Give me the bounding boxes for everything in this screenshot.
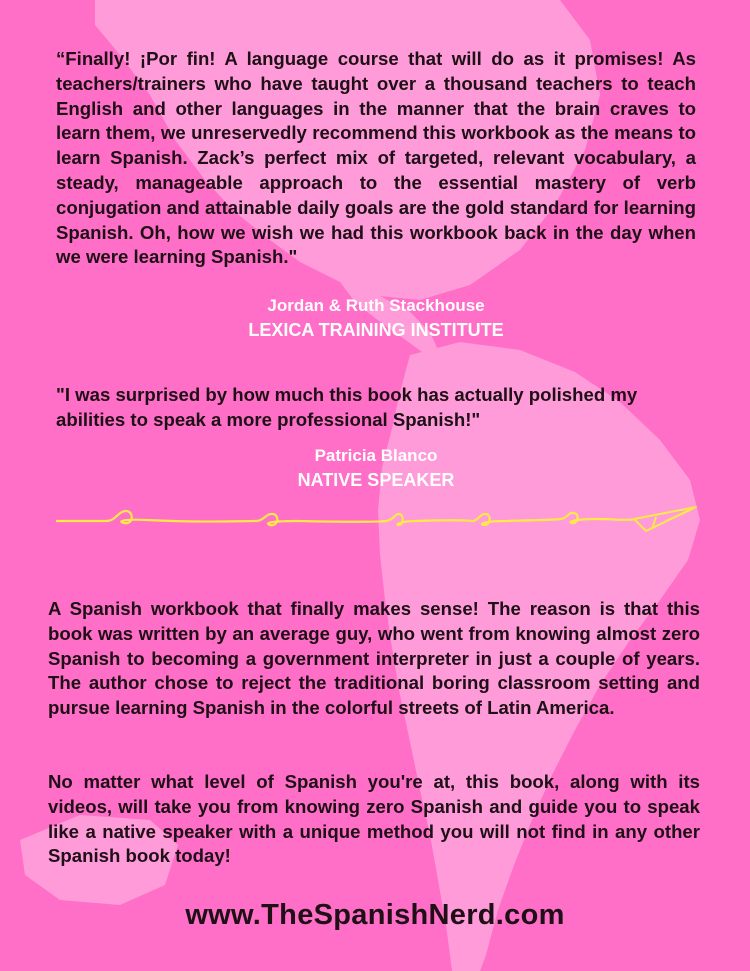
paper-plane-icon <box>634 507 696 531</box>
website-url[interactable]: www.TheSpanishNerd.com <box>185 899 565 931</box>
testimonial-quote-1: “Finally! ¡Por fin! A language course that will do as it promises! As teachers/trainers who have taught over a thousand teachers to teach English and other languages in the manner that the brain craves to learn them, we unreservedly recommend this workbook as the means to learn Spanish. Zack’s perfect mix of targeted, relevant vocabulary, a steady, manageable approach to the essential mastery of verb conjugation and attainable daily goals are the gold standard for learning Spanish. Oh, how we wish we had this workbook back in the day when we were learning Spanish." <box>56 48 696 268</box>
description-paragraph-1: A Spanish workbook that finally makes sense! The reason is that this book was written by an average guy, who went from knowing almost zero Spanish to becoming a government interpreter in just a couple of years. The author chose to reject the traditional boring classroom setting and pursue learning Spanish in the colorful streets of Latin America. <box>48 598 700 719</box>
testimonial-organization-1: LEXICA TRAINING INSTITUTE <box>248 320 504 340</box>
testimonial-author-2: Patricia Blanco <box>314 446 438 465</box>
testimonial-quote-2: "I was surprised by how much this book has actually polished my abilities to speak a more professional Spanish!" <box>56 384 638 430</box>
description-paragraph-2: No matter what level of Spanish you're at, this book, along with its videos, will take you from knowing zero Spanish and guide you to speak like a native speaker with a unique method you will not find in any other Spanish book today! <box>48 771 700 867</box>
squiggle-divider <box>56 497 698 547</box>
testimonial-organization-2: NATIVE SPEAKER <box>297 470 455 490</box>
squiggle-line <box>56 511 636 525</box>
testimonial-author-1: Jordan & Ruth Stackhouse <box>267 296 485 315</box>
